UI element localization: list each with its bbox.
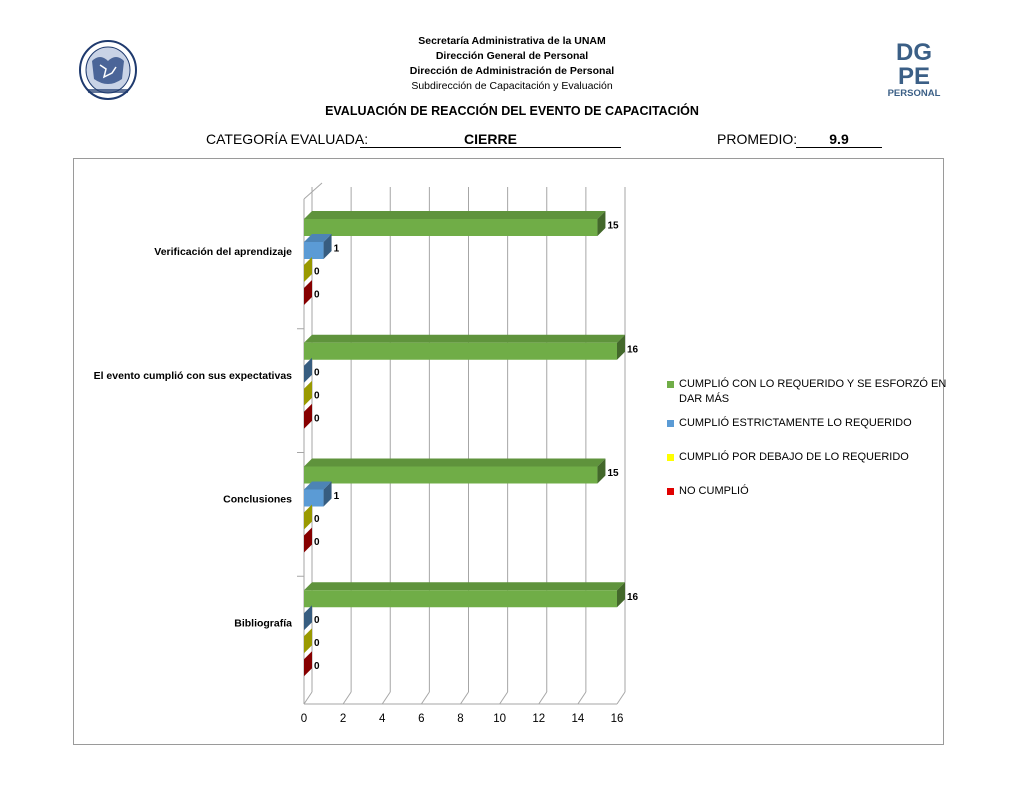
bar [304,490,324,507]
bar-top-face [304,459,605,467]
bar-side-face [304,628,312,653]
x-tick-label: 4 [379,713,386,725]
floor-gridline [382,692,390,704]
category-label: Verificación del aprendizaje [154,246,292,258]
data-label: 0 [314,413,320,425]
data-label: 0 [314,637,320,649]
data-label: 0 [314,514,320,525]
header-line-1: Secretaría Administrativa de la UNAM [418,35,606,47]
page-title: EVALUACIÓN DE REACCIÓN DEL EVENTO DE CAPACITACIÓN [325,104,699,118]
bar [304,219,597,236]
logo-personal-text: PERSONAL [887,88,941,99]
data-label: 0 [314,266,320,278]
side-wall-edge [304,183,322,199]
legend-item-exceeded [667,377,947,407]
floor-gridline [617,692,625,704]
bar-side-face [304,358,312,383]
legend-label: CUMPLIÓ CON LO REQUERIDO Y SE ESFORZÓ EN DAR MÁS [679,378,947,405]
floor-gridline [461,692,469,704]
category-label: Bibliografía [234,617,292,630]
floor-gridline [539,692,547,704]
floor-gridline [578,692,586,704]
floor-gridline [421,692,429,704]
bar-side-face [304,381,312,406]
bar-side-face [304,505,312,530]
average-label: PROMEDIO: [717,131,798,147]
data-label: 0 [314,289,320,301]
x-tick-label: 8 [457,713,464,725]
data-label: 15 [607,220,619,232]
bar-side-face [304,651,312,676]
data-label: 15 [607,468,619,479]
bar-top-face [304,335,625,343]
category-label: CATEGORÍA EVALUADA: [206,131,369,147]
logo-dg-text: DG [896,39,932,66]
chart-legend [667,377,947,508]
legend-swatch-green [667,381,674,388]
legend-label: CUMPLIÓ ESTRICTAMENTE LO REQUERIDO [679,417,912,429]
x-tick-label: 16 [610,713,624,725]
data-label: 16 [627,344,639,356]
header-line-3: Dirección de Administración de Personal [409,65,615,77]
category-label: Conclusiones [223,493,292,506]
data-label: 1 [333,243,340,255]
x-tick-label: 14 [571,713,585,725]
legend-item-not-met [667,484,947,499]
bar-side-face [304,257,312,282]
legend-swatch-yellow [667,454,674,461]
data-label: 16 [627,591,639,603]
data-label: 0 [314,390,320,402]
x-tick-label: 10 [493,713,507,725]
x-tick-label: 0 [300,713,308,725]
legend-label: NO CUMPLIÓ [679,485,749,497]
x-tick-label: 6 [418,713,425,725]
bar [304,467,597,484]
category-label: El evento cumplió con sus expectativas [93,369,292,382]
legend-item-below [667,450,947,465]
x-tick-label: 2 [339,713,347,725]
data-label: 0 [314,660,320,672]
legend-swatch-blue [667,420,674,427]
bar [304,590,617,607]
bar-side-face [304,280,312,305]
logo-pe-text: PE [897,63,931,90]
bar-side-face [304,404,312,429]
bar-side-face [304,605,312,630]
data-label: 1 [333,491,340,502]
legend-item-met [667,416,947,431]
category-value: CIERRE [360,131,621,148]
x-tick-label: 12 [532,713,546,725]
bar-top-face [304,582,625,590]
floor-gridline [500,692,508,704]
bar-side-face [304,528,312,553]
header-line-4: Subdirección de Capacitación y Evaluación [411,80,613,92]
bar-top-face [304,211,605,219]
average-value: 9.9 [796,131,882,148]
data-label: 0 [314,367,320,379]
legend-label: CUMPLIÓ POR DEBAJO DE LO REQUERIDO [679,451,909,463]
floor-gridline [343,692,351,704]
data-label: 0 [314,537,320,548]
data-label: 0 [314,614,320,626]
floor-gridline [304,692,312,704]
bar [304,343,617,360]
bar [304,242,324,259]
legend-swatch-red [667,488,674,495]
header-line-2: Dirección General de Personal [435,50,589,62]
